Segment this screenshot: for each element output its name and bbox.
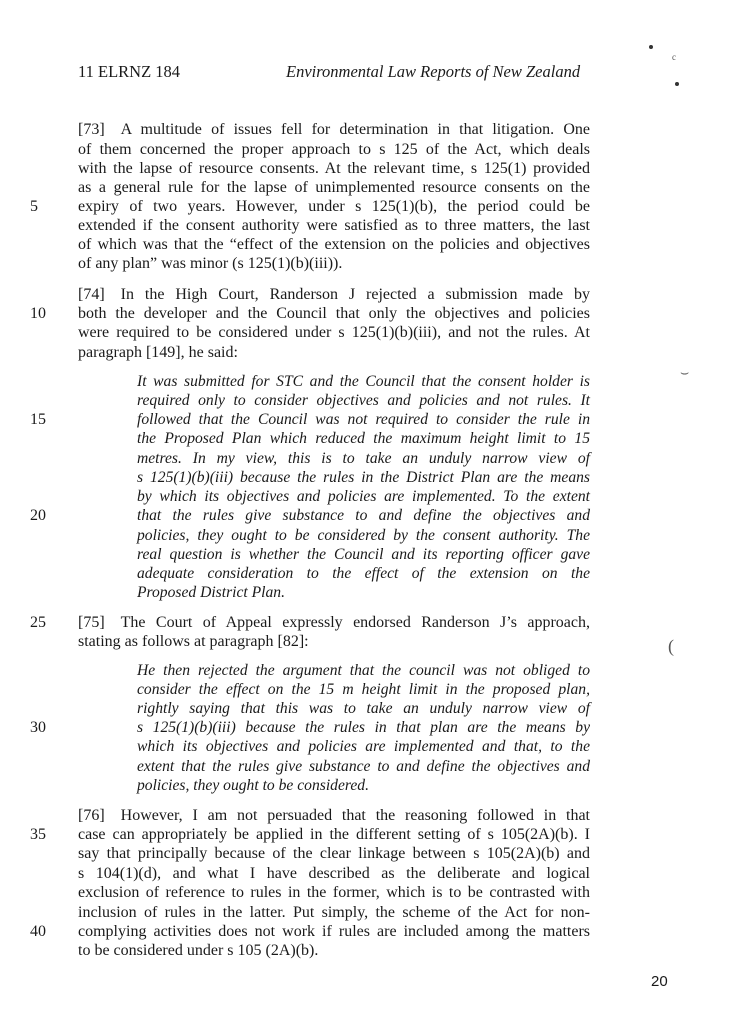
quoted-line: the Proposed Plan which reduced the maximum height limit to 15: [137, 430, 590, 447]
text-line: exclusion of reference to rules in the former, which is to be contrasted with: [78, 884, 590, 901]
text-line: [76] However, I am not persuaded that the reasoning followed in that: [78, 807, 590, 824]
text-line: [73] A multitude of issues fell for determination in that litigation. One: [78, 121, 590, 138]
quoted-line: consider the effect on the 15 m height limit in the proposed plan,: [137, 681, 590, 698]
text-line: complying activities does not work if rules are included among the matters: [78, 923, 590, 940]
quoted-line: metres. In my view, this is to take an unduly narrow view of: [137, 450, 590, 467]
quoted-line: required only to consider objectives and policies and not rules. It: [137, 392, 590, 409]
text-line: stating as follows at paragraph [82]:: [78, 633, 309, 650]
text-line: were required to be considered under s 125(1)(b)(iii), and not the rules. At: [78, 324, 590, 341]
scan-mark: ⌣: [680, 366, 690, 381]
line-number: 15: [30, 411, 46, 428]
publication-title: Environmental Law Reports of New Zealand: [286, 62, 581, 81]
page-number: 20: [651, 973, 668, 990]
text-line: expiry of two years. However, under s 125(1)(b), the period could be: [78, 198, 590, 215]
line-number: 30: [30, 719, 46, 736]
quoted-line: by which its objectives and policies are implemented. To the extent: [137, 488, 590, 505]
scan-mark: (: [668, 636, 674, 656]
text-line: case can appropriately be applied in the different setting of s 105(2A)(b). I: [78, 826, 590, 843]
text-line: extended if the consent authority were satisfied as to three matters, the last: [78, 217, 590, 234]
line-number: 40: [30, 923, 46, 940]
quoted-line: real question is whether the Council and its reporting officer gave: [137, 546, 590, 563]
line-number: 5: [30, 198, 38, 215]
quoted-line: It was submitted for STC and the Council that the consent holder is: [137, 373, 590, 390]
scan-speck: [649, 45, 653, 49]
text-line: both the developer and the Council that only the objectives and policies: [78, 305, 590, 322]
text-line: [75] The Court of Appeal expressly endorsed Randerson J’s approach,: [78, 614, 590, 631]
text-line: inclusion of rules in the latter. Put simply, the scheme of the Act for non-: [78, 904, 590, 921]
quoted-line: s 125(1)(b)(iii) because the rules in that plan are the means by: [137, 719, 590, 736]
quoted-line: policies, they ought to be considered.: [137, 777, 369, 794]
line-number: 10: [30, 305, 46, 322]
line-number: 35: [30, 826, 46, 843]
text-line: of which was that the “effect of the extension on the policies and objectives: [78, 236, 590, 253]
report-citation: 11 ELRNZ 184: [78, 62, 181, 81]
text-line: of any plan” was minor (s 125(1)(b)(iii)).: [78, 255, 343, 272]
line-number: 20: [30, 507, 46, 524]
text-line: as a general rule for the lapse of unimplemented resource consents on the: [78, 179, 590, 196]
quoted-line: He then rejected the argument that the council was not obliged to: [137, 662, 590, 679]
text-line: s 104(1)(d), and what I have described as the deliberate and logical: [78, 865, 590, 882]
line-number: 25: [30, 614, 46, 631]
quoted-line: which its objectives and policies are implemented and that, to the: [137, 738, 590, 755]
quoted-line: adequate consideration to the effect of the extension on the: [137, 565, 590, 582]
quoted-line: that the rules give substance to and define the objectives and: [137, 507, 590, 524]
quoted-line: Proposed District Plan.: [137, 584, 285, 601]
text-line: paragraph [149], he said:: [78, 344, 238, 361]
text-line: to be considered under s 105 (2A)(b).: [78, 942, 319, 959]
text-line: of them concerned the proper approach to s 125 of the Act, which deals: [78, 141, 590, 158]
scan-mark: c: [672, 52, 676, 62]
quoted-line: s 125(1)(b)(iii) because the rules in the District Plan are the means: [137, 469, 590, 486]
text-line: [74] In the High Court, Randerson J rejected a submission made by: [78, 286, 590, 303]
quoted-line: followed that the Council was not required to consider the rule in: [137, 411, 590, 428]
text-line: say that principally because of the clear linkage between s 105(2A)(b) and: [78, 845, 590, 862]
quoted-line: rightly saying that this was to take an unduly narrow view of: [137, 700, 590, 717]
text-line: with the lapse of resource consents. At the relevant time, s 125(1) provided: [78, 160, 590, 177]
quoted-line: policies, they ought to be considered by the consent authority. The: [137, 527, 590, 544]
scan-speck: [675, 82, 679, 86]
quoted-line: extent that the rules give substance to and define the objectives and: [137, 758, 590, 775]
